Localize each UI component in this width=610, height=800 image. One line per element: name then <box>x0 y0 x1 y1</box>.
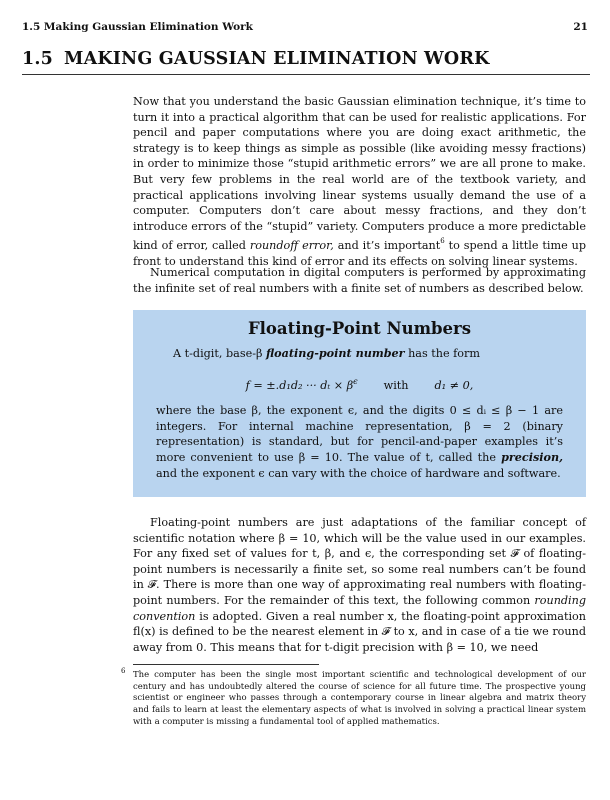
section-title: MAKING GAUSSIAN ELIMINATION WORK <box>64 49 490 69</box>
section-heading <box>22 49 590 69</box>
box-intro-text-a: A t-digit, base-β <box>173 347 266 360</box>
formula-exponent: ϵ <box>353 376 358 386</box>
formula-with: with <box>383 378 409 392</box>
running-header <box>22 21 588 33</box>
definition-box <box>133 310 586 497</box>
box-intro <box>156 346 563 362</box>
term-precision: precision, <box>501 449 563 464</box>
box-body-text-a: where the base β, the exponent ϵ, and the digits 0 ≤ dᵢ ≤ β − 1 are integers. For internal machine representation, β = 2 (binary representation) is standard, but for pencil-and-paper examples it’s more convenient to use β = 10. The value of t, called the <box>156 404 563 464</box>
paragraph-floating-point <box>133 515 586 655</box>
para1-text-b: and it’s important <box>333 239 441 253</box>
formula-main: f = ±.d₁d₂ ··· dₜ × β <box>245 378 354 392</box>
term-floating-point-number: floating-point number <box>266 346 405 360</box>
term-roundoff-error: roundoff error, <box>249 239 334 253</box>
box-title: Floating-Point Numbers <box>247 319 472 338</box>
section-number: 1.5 <box>22 49 54 69</box>
term-rounding-convention: rounding convention <box>133 593 587 623</box>
box-body-text-b: and the exponent ϵ can vary with the choice of hardware and software. <box>156 466 561 480</box>
heading-rule <box>22 74 590 75</box>
running-title: 1.5 Making Gaussian Elimination Work <box>22 21 253 33</box>
para3-text-b: is adopted. Given a real number x, the floating-point approximation fl(x) is defined to be the nearest element in 𝓕 to x, and in case of a tie we round away from 0. This means that for t-digit precision with β = 10, we need <box>133 609 586 654</box>
floating-point-formula <box>156 374 563 394</box>
formula-condition: d₁ ≠ 0, <box>434 378 474 392</box>
footnote-mark: 6 <box>121 667 126 675</box>
para2-text: Numerical computation in digital computers is performed by approximating the infinite set of real numbers with a finite set of numbers as described below. <box>133 266 586 295</box>
para1-text-c: to spend a little time up front to understand this kind of error and its effects on solving linear systems. <box>133 239 586 268</box>
footnote-rule <box>133 664 319 665</box>
box-intro-text-b: has the form <box>404 347 480 360</box>
para1-text-a: Now that you understand the basic Gaussian elimination technique, it’s time to turn it into a practical algorithm that can be used for realistic applications. For pencil and paper computations where you are doing exact arithmetic, the strategy is to keep things as simple as possible (like avoiding messy fractions) in order to minimize those “stupid arithmetic errors” we are all prone to make. But very few problems in the real world are of the textbook variety, and practical applications involving linear systems usually demand the use of a computer. Computers don’t care about messy fractions, and they don’t introduce errors of the “stupid” variety. Computers produce a more predictable kind of error, called <box>133 95 586 253</box>
paragraph-numerical <box>133 265 586 296</box>
page-number: 21 <box>573 21 588 33</box>
footnote-ref[interactable]: 6 <box>440 237 445 246</box>
para3-text-a: Floating-point numbers are just adaptations of the familiar concept of scientific notation where β = 10, which will be the value used in our examples. For any fixed set of values for t, β, and ϵ, the corresponding set 𝓕 of floating-point numbers is necessarily a finite set, so some real numbers can’t be found in 𝓕. There is more than one way of approximating real numbers with floating-point numbers. For the remainder of this text, the following common <box>133 516 586 607</box>
box-body <box>156 403 563 481</box>
footnote-text: The computer has been the single most important scientific and technological development of our century and has undoubtedly altered the course of science for all future time. The prospective young scientist or engineer who passes through a contemporary course in linear algebra and matrix theory and fails to learn at least the elementary aspects of what is involved in solving a practical linear system with a computer is missing a fundamental tool of applied mathematics. <box>133 670 586 727</box>
paragraph-intro <box>133 94 586 270</box>
